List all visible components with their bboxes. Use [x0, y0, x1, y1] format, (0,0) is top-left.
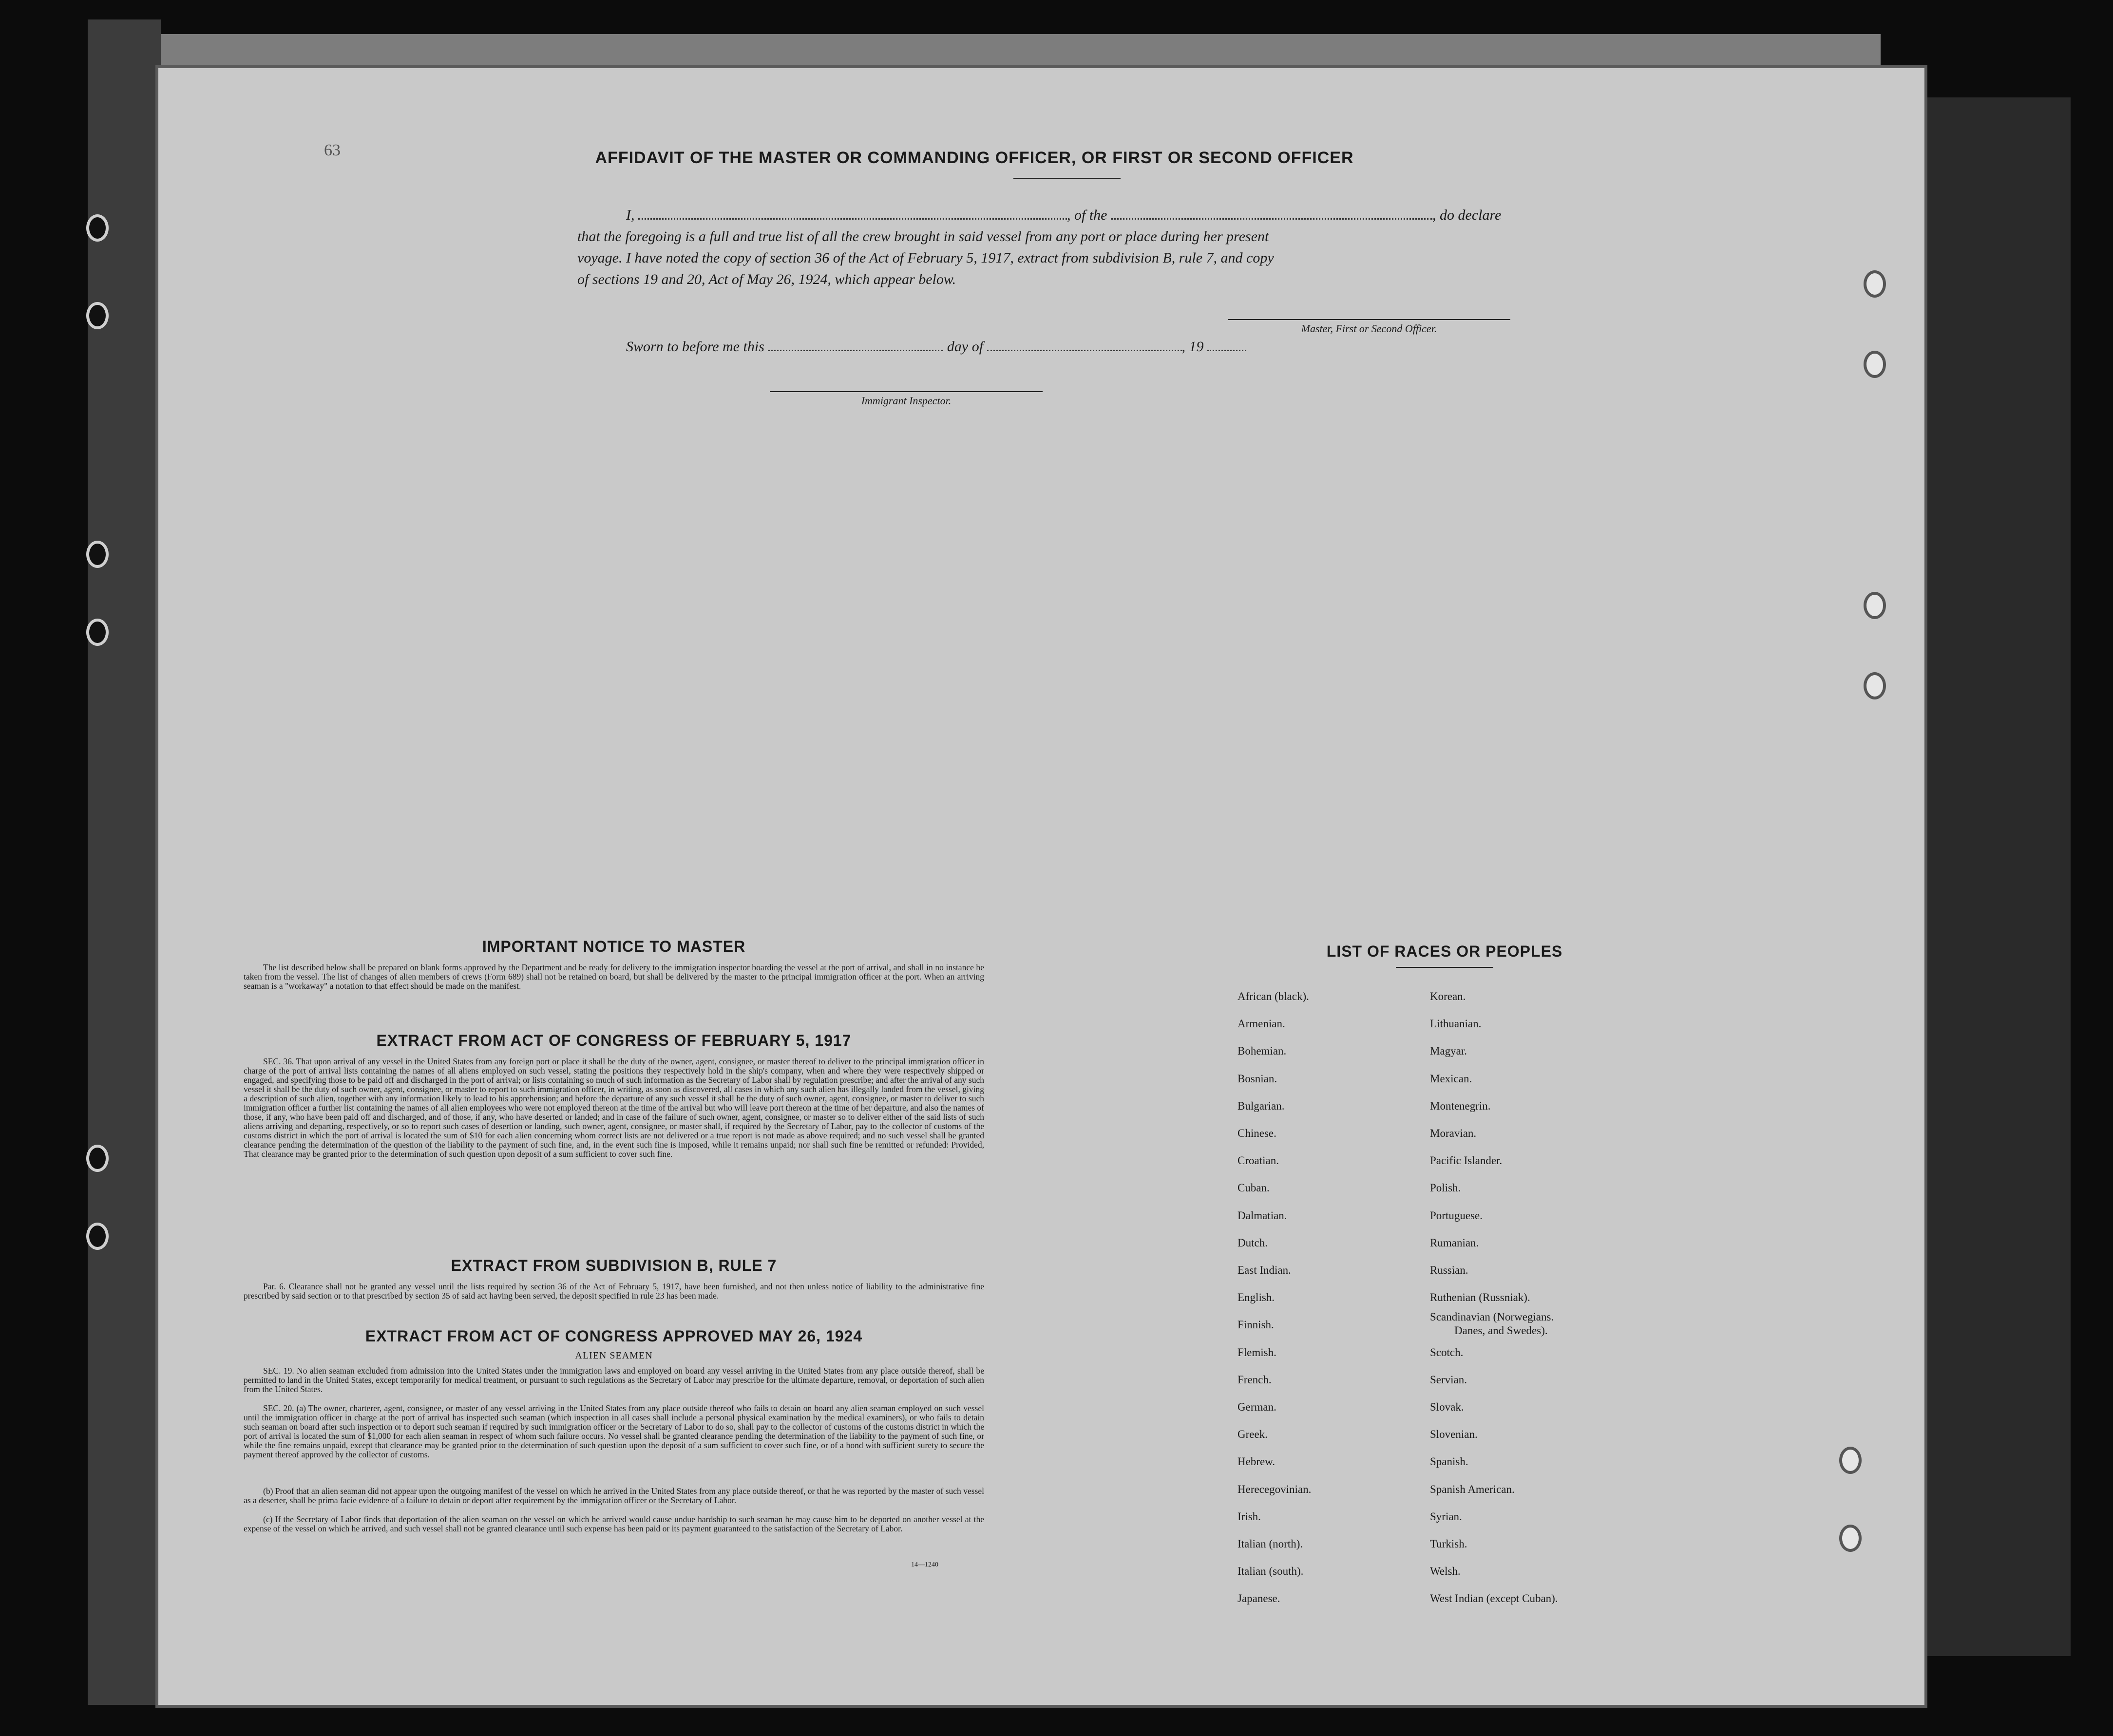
race-item: Finnish. — [1237, 1319, 1274, 1331]
punch-hole — [86, 302, 109, 329]
race-item: Korean. — [1430, 990, 1466, 1002]
punch-hole — [1839, 1447, 1862, 1474]
race-item: Japanese. — [1237, 1592, 1280, 1605]
declaration-line-3: voyage. I have noted the copy of section 36 of the Act of February 5, 1917, extract from subdivision B, rule 7, and copy — [577, 250, 1274, 266]
race-item: African (black). — [1237, 990, 1309, 1002]
race-item: Bosnian. — [1237, 1072, 1277, 1085]
punch-hole — [86, 619, 109, 646]
race-item: Ruthenian (Russniak). — [1430, 1291, 1530, 1304]
extract2-text: Par. 6. Clearance shall not be granted any vessel until the lists required by section 36 of the Act of February 5, 1917, have been furnished, and not then unless notice of liability to the administrative fine prescribed by said section or to that prescribed by section 35 of said act having been served, the deposit specified in rule 23 has been made. — [244, 1282, 984, 1301]
sworn-line: Sworn to before me this day of , 19 — [626, 336, 1454, 358]
declaration-line-4: of sections 19 and 20, Act of May 26, 1924, which appear below. — [577, 271, 956, 287]
race-item: Spanish. — [1430, 1455, 1468, 1468]
notice-text: The list described below shall be prepared on blank forms approved by the Department and be ready for delivery to the immigration inspector boarding the vessel at the port of arrival, and shall in no instance be taken from the vessel. The list of changes of alien members of crews (Form 689) shall not be retained on board, but shall be delivered by the master to the principal immigration officer at the port. When an arriving seaman is a "workaway" a notation to that effect should be made on the manifest. — [244, 962, 984, 991]
race-item: Scandinavian (Norwegians. — [1430, 1311, 1554, 1323]
race-item: Chinese. — [1237, 1127, 1276, 1139]
page-number: 63 — [324, 141, 341, 159]
extract3-title: EXTRACT FROM ACT OF CONGRESS APPROVED MAY 26, 1924 — [365, 1327, 863, 1345]
extract1-text: SEC. 36. That upon arrival of any vessel in the United States from any foreign port or place it shall be the duty of the owner, agent, consignee, or master thereof to deliver to the principal immigration officer in charge of the port of arrival lists containing the names of all aliens employed on such vessel, stating the positions they respectively hold in the ship's company, when and where they were respectively shipped or engaged, and specifying those to be paid off and discharged in the port of arrival; or lists containing so much of such information as the Secretary of Labor shall by regulation prescribe; and after the arrival of any such vessel it shall be the duty of such owner, agent, consignee, or master to report to such immigration officer, in writing, as soon as discovered, all cases in which any such alien has illegally landed from the vessel, giving a description of such alien, together with any information likely to lead to his apprehension; and before the departure of any such vessel it shall be the duty of such owner, agent, consignee, or master to deliver to such immigration officer a further list containing the names of all alien employees who were not employed thereon at the time of the arrival but who will leave port thereon at the time of her departure, and also the names of those, if any, who have been paid off and discharged, and of those, if any, who have deserted or landed; and in case of the failure of such owner, agent, consignee, or master so to deliver either of the said lists of such aliens arriving and departing, respectively, or so to report such cases of desertion or landing, such owner, agent, consignee, or master shall, if required by the Secretary of Labor, pay to the collector of customs of the customs district in which the port of arrival is located the sum of $10 for each alien concerning whom correct lists are not delivered or a true report is not made as above required; and no such vessel shall be granted clearance pending the determination of the question of the liability to the payment of such fine, and, in the event such fine is imposed, while it remains unpaid; nor shall such fine be remitted or refunded: Provided, That clearance may be granted prior to the determination of such question upon deposit of a sum sufficient to cover such fine. — [244, 1057, 984, 1159]
race-item: Lithuanian. — [1430, 1018, 1482, 1030]
race-item: Croatian. — [1237, 1154, 1279, 1167]
race-item: Russian. — [1430, 1264, 1468, 1276]
punch-hole — [1864, 351, 1886, 378]
extract3-sec20a: SEC. 20. (a) The owner, charterer, agent, consignee, or master of any vessel arriving in the United States from any place outside thereof who fails to detain on board any alien seaman employed on such vessel until the immigration officer in charge at the port of arrival has inspected such seaman (which inspection in all cases shall include a personal physical examination by the medical examiners), or who fails to detain such seaman on board after such inspection or to deport such seaman if required by such immigration officer or the Secretary of Labor to do so, shall pay to the collector of customs of the customs district in which the port of arrival is located the sum of $1,000 for each alien seaman in respect of whom such failure occurs. No vessel shall be granted clearance pending the determination of the liability to the payment of such fine, or while the fine remains unpaid, except that clearance may be granted prior to the determination of such question upon the deposit of a sum sufficient to cover such fine, or of a bond with sufficient surety to secure the payment thereof approved by the collector of customs. — [244, 1403, 984, 1459]
race-item: Welsh. — [1430, 1565, 1461, 1578]
extract3-sec20b: (b) Proof that an alien seaman did not appear upon the outgoing manifest of the vessel on which he arrived in the United States from any place outside thereof, or that he was reported by the master of such vessel as a deserter, shall be prima facie evidence of a failure to detain or deport after requirement by the immigration officer or the Secretary of Labor. — [244, 1486, 984, 1505]
punch-hole — [1864, 672, 1886, 699]
declaration-line-1: I, , of the , do declare — [626, 207, 1502, 223]
race-item: Cuban. — [1237, 1182, 1270, 1194]
race-item: Magyar. — [1430, 1045, 1467, 1057]
punch-hole — [1839, 1525, 1862, 1552]
race-item: Portuguese. — [1430, 1209, 1483, 1222]
race-item: Greek. — [1237, 1428, 1268, 1441]
race-item: Dalmatian. — [1237, 1209, 1287, 1222]
notice-title: IMPORTANT NOTICE TO MASTER — [482, 938, 746, 955]
race-item: German. — [1237, 1401, 1276, 1413]
race-item: Servian. — [1430, 1373, 1467, 1386]
declaration-line-2: that the foregoing is a full and true list of all the crew brought in said vessel from any port or place during her present — [577, 228, 1269, 245]
extract2-title: EXTRACT FROM SUBDIVISION B, RULE 7 — [451, 1257, 777, 1274]
extract1-title: EXTRACT FROM ACT OF CONGRESS OF FEBRUARY 5, 1917 — [376, 1032, 852, 1049]
race-item: Armenian. — [1237, 1018, 1285, 1030]
punch-hole — [1864, 592, 1886, 619]
punch-hole — [1864, 270, 1886, 298]
race-item: Syrian. — [1430, 1510, 1462, 1523]
punch-hole — [86, 541, 109, 568]
race-item: English. — [1237, 1291, 1275, 1304]
race-item: Bulgarian. — [1237, 1099, 1285, 1112]
race-item: Dutch. — [1237, 1236, 1268, 1249]
extract3-sec20c: (c) If the Secretary of Labor finds that deportation of the alien seaman on the vessel on which he arrived would cause undue hardship to such seaman he may cause him to be deported on another vessel at the expense of the vessel on which he arrived, and such vessel shall not be granted clearance until such expense has been paid or its payment guaranteed to the satisfaction of the Secretary of Labor. — [244, 1514, 984, 1533]
inspector-signature-caption: Immigrant Inspector. — [861, 395, 952, 407]
race-item: Italian (south). — [1237, 1565, 1304, 1578]
race-item: West Indian (except Cuban). — [1430, 1592, 1558, 1605]
document-page — [158, 68, 1924, 1705]
race-item: Rumanian. — [1430, 1236, 1479, 1249]
race-item: Pacific Islander. — [1430, 1154, 1503, 1167]
race-item: Slovak. — [1430, 1401, 1464, 1413]
race-item: Herecegovinian. — [1237, 1483, 1312, 1495]
race-item: Polish. — [1430, 1182, 1461, 1194]
race-item: Hebrew. — [1237, 1455, 1275, 1468]
races-list — [158, 68, 1924, 1705]
race-item: Italian (north). — [1237, 1538, 1303, 1550]
master-signature-caption: Master, First or Second Officer. — [1301, 322, 1437, 335]
race-item: Irish. — [1237, 1510, 1261, 1523]
race-item: Flemish. — [1237, 1346, 1276, 1359]
race-item: Montenegrin. — [1430, 1099, 1491, 1112]
race-item: Danes, and Swedes). — [1454, 1324, 1548, 1337]
punch-hole — [86, 214, 109, 242]
race-item: Mexican. — [1430, 1072, 1472, 1085]
race-item: Bohemian. — [1237, 1045, 1287, 1057]
race-item: East Indian. — [1237, 1264, 1291, 1276]
binder-edge — [88, 19, 161, 1705]
race-item: Slovenian. — [1430, 1428, 1478, 1441]
race-item: Scotch. — [1430, 1346, 1464, 1359]
race-item: French. — [1237, 1373, 1272, 1386]
affidavit-title: AFFIDAVIT OF THE MASTER OR COMMANDING OFFICER, OR FIRST OR SECOND OFFICER — [595, 149, 1354, 167]
extract3-subtitle: ALIEN SEAMEN — [575, 1350, 653, 1361]
race-item: Moravian. — [1430, 1127, 1477, 1139]
races-title: LIST OF RACES OR PEOPLES — [1326, 943, 1563, 960]
race-item: Turkish. — [1430, 1538, 1467, 1550]
punch-hole — [86, 1223, 109, 1250]
extract3-sec19: SEC. 19. No alien seaman excluded from admission into the United States under the immigration laws and employed on board any vessel arriving in the United States from any place outside thereof, shall be permitted to land in the United States, except temporarily for medical treatment, or pursuant to such regulations as the Secretary of Labor may prescribe for the ultimate departure, removal, or deportation of such alien from the United States. — [244, 1366, 984, 1394]
race-item: Spanish American. — [1430, 1483, 1515, 1495]
punch-hole — [86, 1145, 109, 1172]
right-shadow — [1924, 97, 2071, 1656]
form-number: 14—1240 — [911, 1561, 938, 1568]
